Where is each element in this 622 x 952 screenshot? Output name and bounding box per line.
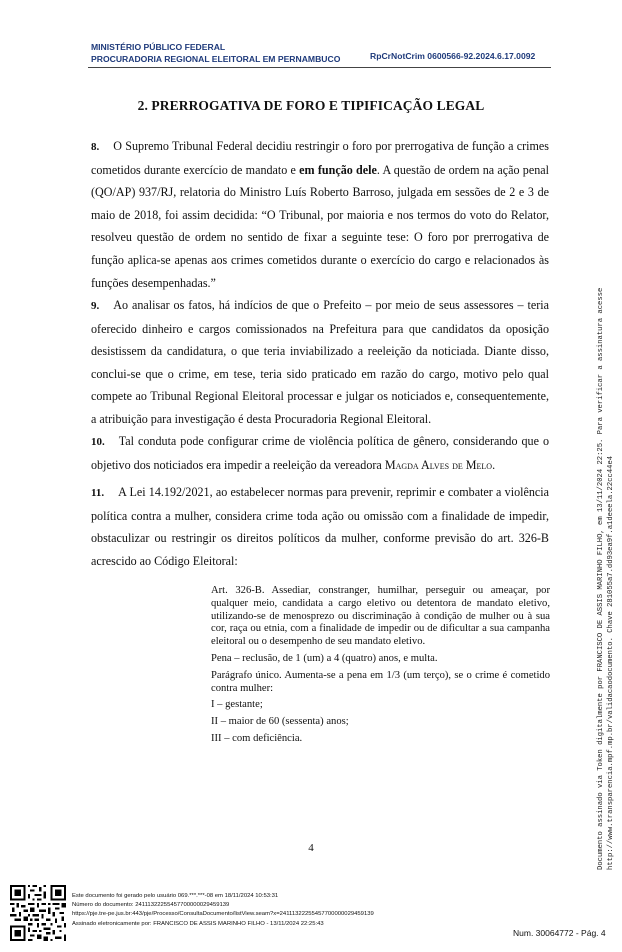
- legal-quote: [211, 585, 550, 746]
- footer-generated-by: Este documento foi gerado pelo usuário 069.***.***-08 em 18/11/2024 10:53:31: [72, 893, 279, 899]
- quote-item: II – maior de 60 (sessenta) anos;: [211, 716, 349, 728]
- quote-penalty: Pena – reclusão, de 1 (um) a 4 (quatro) anos, e multa.: [211, 652, 438, 664]
- quote-sole-paragraph: Parágrafo único. Aumenta-se a pena em 1/3 (um terço), se o crime é cometido contra mulher:: [211, 669, 550, 694]
- paragraph-11: [91, 481, 549, 572]
- qr-code-icon: [10, 885, 66, 941]
- header-divider: [88, 67, 551, 68]
- signature-sidebar: [596, 288, 616, 870]
- paragraph-text: Tal conduta pode configurar crime de violência política de gênero, considerando que o objetivo dos noticiados era impedir a reeleição da vereadora: [91, 434, 549, 472]
- paragraph-number: 11.: [91, 487, 105, 499]
- paragraph-bold-text: em função dele: [299, 162, 377, 177]
- quote-article: Art. 326-B. Assediar, constranger, humilhar, perseguir ou ameaçar, por qualquer meio, candidata a cargo eletivo ou detentora de mandato eletivo, utilizando-se de menosprezo ou discriminação à condição de mulher ou à sua cor, raça ou etnia, com a finalidade de impedir ou de dificultar a sua campanha eleitoral ou o desempenho de seu mandato eletivo.: [211, 585, 550, 648]
- header-org-line2: PROCURADORIA REGIONAL ELEITORAL EM PERNAMBUCO: [91, 54, 341, 64]
- paragraph-9: [91, 294, 549, 431]
- paragraph-number: 8.: [91, 141, 100, 153]
- section-title: 2. PRERROGATIVA DE FORO E TIPIFICAÇÃO LEGAL: [137, 98, 485, 113]
- paragraph-8: [91, 135, 549, 294]
- paragraph-text: A Lei 14.192/2021, ao estabelecer normas para prevenir, reprimir e combater a violência política contra a mulher, considera crime toda ação ou omissão com a finalidade de impedir, obstaculizar ou restringir os direitos políticos da mulher, conforme previsão do art. 326-B acrescido ao Código Eleitoral:: [91, 485, 549, 568]
- paragraph-text: Ao analisar os fatos, há indícios de que o Prefeito – por meio de seus assessores – teria oferecido dinheiro e cargos comissionados na Prefeitura para que candidatos da oposição desistissem da candidatura, o que teria inviabilizado a reeleição da noticiada. Diante disso, conclui-se que o crime, em tese, teria sido praticado em razão do cargo, motivo pelo qual compete ao Tribunal Regional Eleitoral processar e julgar os noticiados e, consequentemente, a atribuição para investigação é desta Procuradoria Regional Eleitoral.: [91, 298, 549, 426]
- footer-url-link[interactable]: https://pje.tre-pe.jus.br:443/pje/Processo/ConsultaDocumento/listView.seam?x=24111322255457700000029459139: [72, 911, 374, 918]
- noticed-person-name: Magda Alves de Melo: [384, 457, 493, 472]
- footer-num-page: Num. 30064772 - Pág. 4: [513, 928, 606, 938]
- paragraph-text: . A questão de ordem na ação penal (QO/AP) 937/RJ, relatoria do Ministro Luís Roberto Barroso, julgada em sessões de 2 e 3 de maio de 2018, foi assim decidida: “O Tribunal, por maioria e nos termos do voto do Relator, resolveu questão de ordem no sentido de fixar a seguinte tese: O foro por prerrogativa de função aplica-se apenas aos crimes cometidos durante o exercício do cargo e relacionados às funções desempenhadas.”: [91, 162, 549, 290]
- paragraph-number: 9.: [91, 300, 100, 312]
- quote-item: I – gestante;: [211, 699, 263, 711]
- footer-signed-by: Assinado eletronicamente por: FRANCISCO DE ASSIS MARINHO FILHO - 13/11/2024 22:25:43: [72, 920, 324, 927]
- signature-line: Documento assinado via Token digitalmente por FRANCISCO DE ASSIS MARINHO FILHO, em 13/11/2024 22:25. Para verificar a assinatura acesse: [597, 287, 605, 870]
- paragraph-number: 10.: [91, 436, 105, 448]
- header-case-number: RpCrNotCrim 0600566-92.2024.6.17.0092: [370, 51, 536, 61]
- quote-item: III – com deficiência.: [211, 732, 303, 744]
- header-organization: [91, 41, 340, 65]
- paragraph-text: .: [492, 457, 496, 472]
- page-number: 4: [308, 842, 314, 854]
- footer-doc-number: Número do documento: 24111322255457700000029459139: [72, 902, 230, 909]
- paragraph-text: O Supremo Tribunal Federal decidiu restringir o foro por prerrogativa de função a crimes cometidos durante exercício de mandato e: [91, 139, 549, 177]
- paragraph-10: [91, 430, 549, 476]
- header-org-line1: MINISTÉRIO PÚBLICO FEDERAL: [91, 42, 226, 52]
- footer-info: [72, 892, 374, 929]
- signature-verification-url[interactable]: http://www.transparencia.mpf.mp.br/validacaodocumento. Chave 281055a7.dd93ea9f.a1deeela.22cc44e4: [607, 455, 615, 870]
